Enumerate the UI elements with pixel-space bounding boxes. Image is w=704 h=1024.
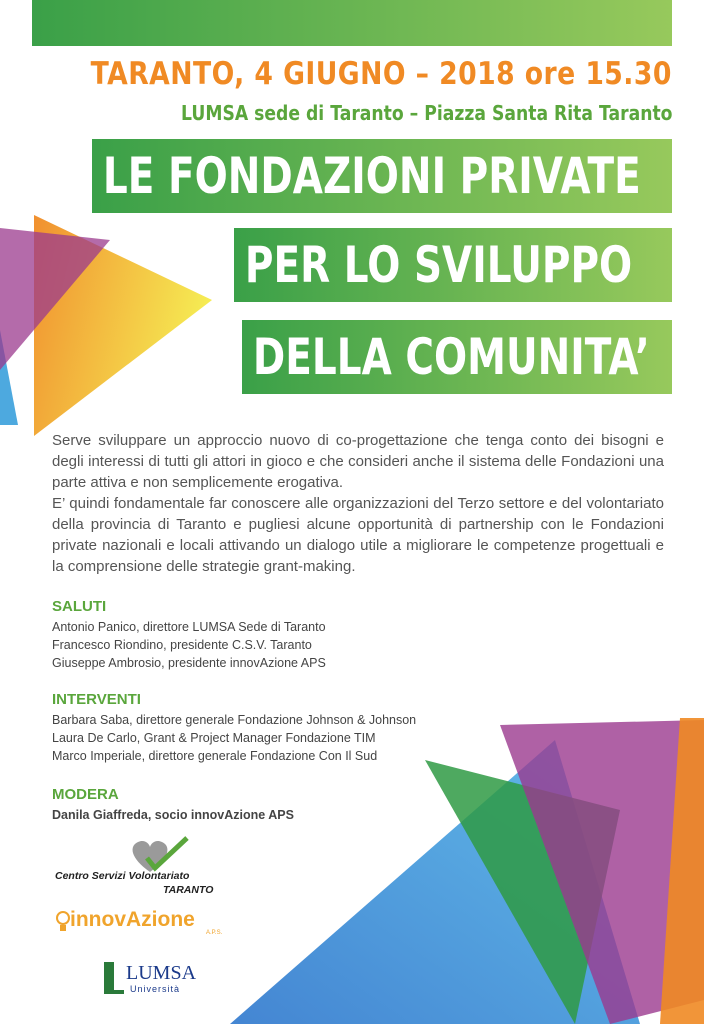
- lightbulb-icon: [56, 910, 70, 934]
- interventi-item: Laura De Carlo, Grant & Project Manager Fondazione TIM: [52, 731, 376, 745]
- interventi-heading: INTERVENTI: [52, 691, 141, 708]
- intro-text: [52, 430, 664, 577]
- title-line-3: DELLA COMUNITA’: [242, 320, 672, 394]
- innovazione-logo-text: innovAzione: [70, 908, 195, 931]
- lumsa-logo-subtitle: Università: [130, 984, 181, 994]
- title-line-1: LE FONDAZIONI PRIVATE: [92, 139, 672, 213]
- interventi-item: Barbara Saba, direttore generale Fondazione Johnson & Johnson: [52, 713, 417, 727]
- modera-item: Danila Giaffreda, socio innovAzione APS: [52, 808, 294, 822]
- event-venue: LUMSA sede di Taranto – Piazza Santa Rita Taranto: [180, 101, 672, 125]
- interventi-section: [52, 691, 512, 765]
- csv-taranto-logo: [55, 836, 225, 896]
- csv-logo-city: TARANTO: [163, 884, 214, 896]
- event-date: TARANTO, 4 GIUGNO – 2018 ore 15.30: [90, 56, 672, 92]
- interventi-item: Marco Imperiale, direttore generale Fondazione Con Il Sud: [52, 749, 378, 763]
- saluti-heading: SALUTI: [52, 598, 107, 615]
- title-line-2: PER LO SVILUPPO: [234, 228, 672, 302]
- intro-paragraph-1: Serve sviluppare un approccio nuovo di co-progettazione che tenga conto dei bisogni e degli interessi di tutti gli attori in gioco e che consideri anche il sistema delle Fondazioni una parte attiva e non semplicemente erogativa.: [52, 432, 664, 491]
- lumsa-logo: [102, 958, 212, 998]
- innovazione-logo-suffix: A.P.S.: [206, 930, 223, 936]
- intro-paragraph-2: E’ quindi fondamentale far conoscere alle organizzazioni del Terzo settore e del volontariato della provincia di Taranto e pugliesi alcune opportunità di partnership con le Fondazioni private nazionali e locali attivando un dialogo utile a migliorare le competenze progettuali e la comprensione delle strategie grant-making.: [52, 495, 664, 575]
- lumsa-logo-text: LUMSA: [126, 962, 197, 984]
- innovazione-logo: [56, 904, 226, 944]
- saluti-item: Antonio Panico, direttore LUMSA Sede di Taranto: [52, 620, 326, 634]
- saluti-item: Giuseppe Ambrosio, presidente innovAzione APS: [52, 656, 326, 670]
- csv-logo-text: Centro Servizi Volontariato: [55, 870, 190, 882]
- modera-heading: MODERA: [52, 786, 119, 803]
- saluti-section: [52, 598, 512, 672]
- lumsa-emblem-icon: [102, 960, 126, 996]
- saluti-item: Francesco Riondino, presidente C.S.V. Taranto: [52, 638, 312, 652]
- modera-section: [52, 786, 512, 824]
- top-green-bar: [32, 0, 672, 46]
